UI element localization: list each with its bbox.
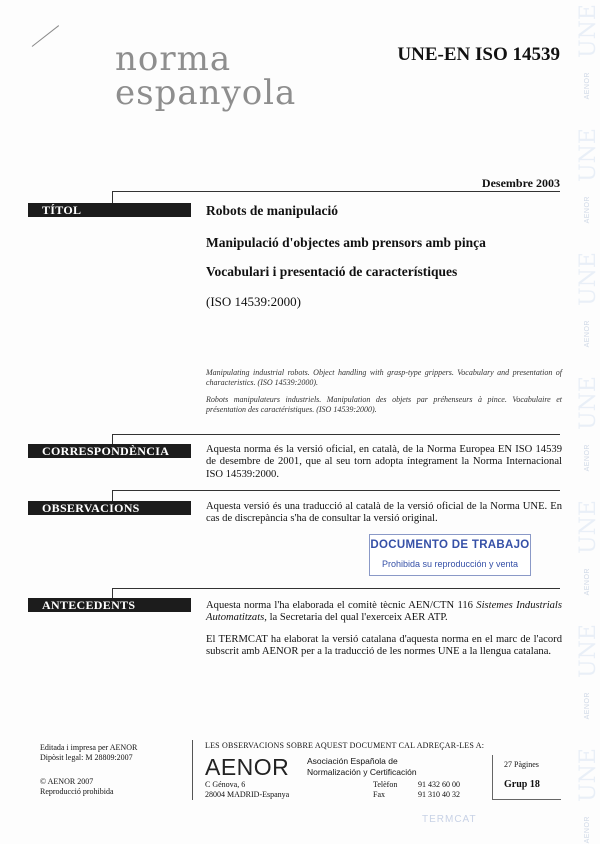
reproduction-notice: Reproducció prohibida [40,787,114,796]
title-main: Robots de manipulació [206,203,339,218]
observacions-text: Aquesta versió és una traducció al català de la versió oficial de la Norma UNE. En cas de discrepància s'ha de consultar la versió original. [206,501,562,525]
copyright: © AENOR 2007 [40,777,94,786]
watermark-aenor: AENOR [584,816,591,844]
address-line-1: C Génova, 6 [205,780,246,789]
stamp-subtitle: Prohibida su reproducción y venta [381,559,519,569]
date-rule [112,191,560,192]
watermark-une: UNE [576,376,601,430]
antecedents-text-2: El TERMCAT ha elaborat la versió catalana d'aquesta norma en el marc de l'acord subscrit amb AENOR per a la traducció de les normes UNE a la llengua catalana. [206,634,562,658]
watermark-une: UNE [576,4,601,58]
legal-deposit: Dipòsit legal: M 28809:2007 [40,753,133,762]
watermark-strip [572,0,601,844]
section-label-correspondencia: CORRESPONDÈNCIA [28,444,191,458]
french-title: Robots manipulateurs industriels. Manipulation des objets par préhenseurs à pince. Vocabulaire et présentation des caractéristiques. (ISO 14539:2000). [206,395,562,414]
antecedents-text-1 [206,600,562,625]
correspondencia-rule [112,434,560,435]
working-document-stamp [369,534,531,576]
watermark-une: UNE [576,500,601,554]
fax-label: Fax [373,790,385,799]
section-label-antecedents: ANTECEDENTS [28,598,191,612]
aenor-logo: AENOR [205,754,290,780]
watermark-aenor: AENOR [584,72,591,100]
phone-number: 91 432 60 00 [418,780,460,789]
watermark-aenor: AENOR [584,444,591,472]
committee-name: Sistemes Industrials Automatitzats [206,600,562,624]
org-line-2: Normalización y Certificación [307,766,417,777]
corner-mark [32,25,59,47]
price-group: Grup 18 [504,779,540,790]
stamp-title: DOCUMENTO DE TRABAJO [370,539,530,551]
fax-number: 91 310 40 32 [418,790,460,799]
antecedents-text-1b: , la Secretaria del qual l'exerceix AER ATP. [264,612,448,624]
watermark-une: UNE [576,252,601,306]
brand-line-2: espanyola [115,73,297,113]
edited-by: Editada i impresa per AENOR [40,743,138,752]
section-label-observacions: OBSERVACIONS [28,501,191,515]
watermark-une: UNE [576,748,601,802]
publication-date: Desembre 2003 [481,176,560,190]
watermark-column [572,0,601,844]
brand-line-1: norma [115,39,232,79]
observacions-rule [112,490,560,491]
watermark-aenor: AENOR [584,320,591,348]
section-label-titol: TÍTOL [28,203,191,217]
observations-address-title: LES OBSERVACIONS SOBRE AQUEST DOCUMENT CAL ADREÇAR-LES A: [205,741,485,750]
antecedents-rule [112,588,560,589]
english-title: Manipulating industrial robots. Object handling with grasp-type grippers. Vocabulary and presentation of characteristics. (ISO 14539:2000). [206,368,562,387]
watermark-une: UNE [576,128,601,182]
watermark-aenor: AENOR [584,568,591,596]
page-count: 27 Pàgines [504,760,539,769]
watermark-aenor: AENOR [584,692,591,720]
title-subtitle: Manipulació d'objectes amb prensors amb pinça [206,235,486,250]
watermark-une: UNE [576,624,601,678]
correspondencia-text: Aquesta norma és la versió oficial, en català, de la Norma Europea EN ISO 14539 de desembre de 2001, que al seu torn adopta íntegrament la Norma Internacional ISO 14539:2000. [206,444,562,480]
phone-label: Telèfon [373,780,398,789]
aenor-org-name [307,756,417,777]
antecedents-text-1a: Aquesta norma l'ha elaborada el comitè tècnic AEN/CTN 116 [206,600,477,611]
faint-termcat-stamp: TERMCAT [422,814,477,825]
title-subtitle-2: Vocabulari i presentació de característiques [206,264,458,279]
standard-code: UNE-EN ISO 14539 [397,44,560,65]
title-iso-ref: (ISO 14539:2000) [206,294,301,309]
address-line-2: 28004 MADRID-Espanya [205,790,290,799]
footer-divider [192,740,193,800]
org-line-1: Asociación Española de [307,756,398,766]
watermark-aenor: AENOR [584,196,591,224]
